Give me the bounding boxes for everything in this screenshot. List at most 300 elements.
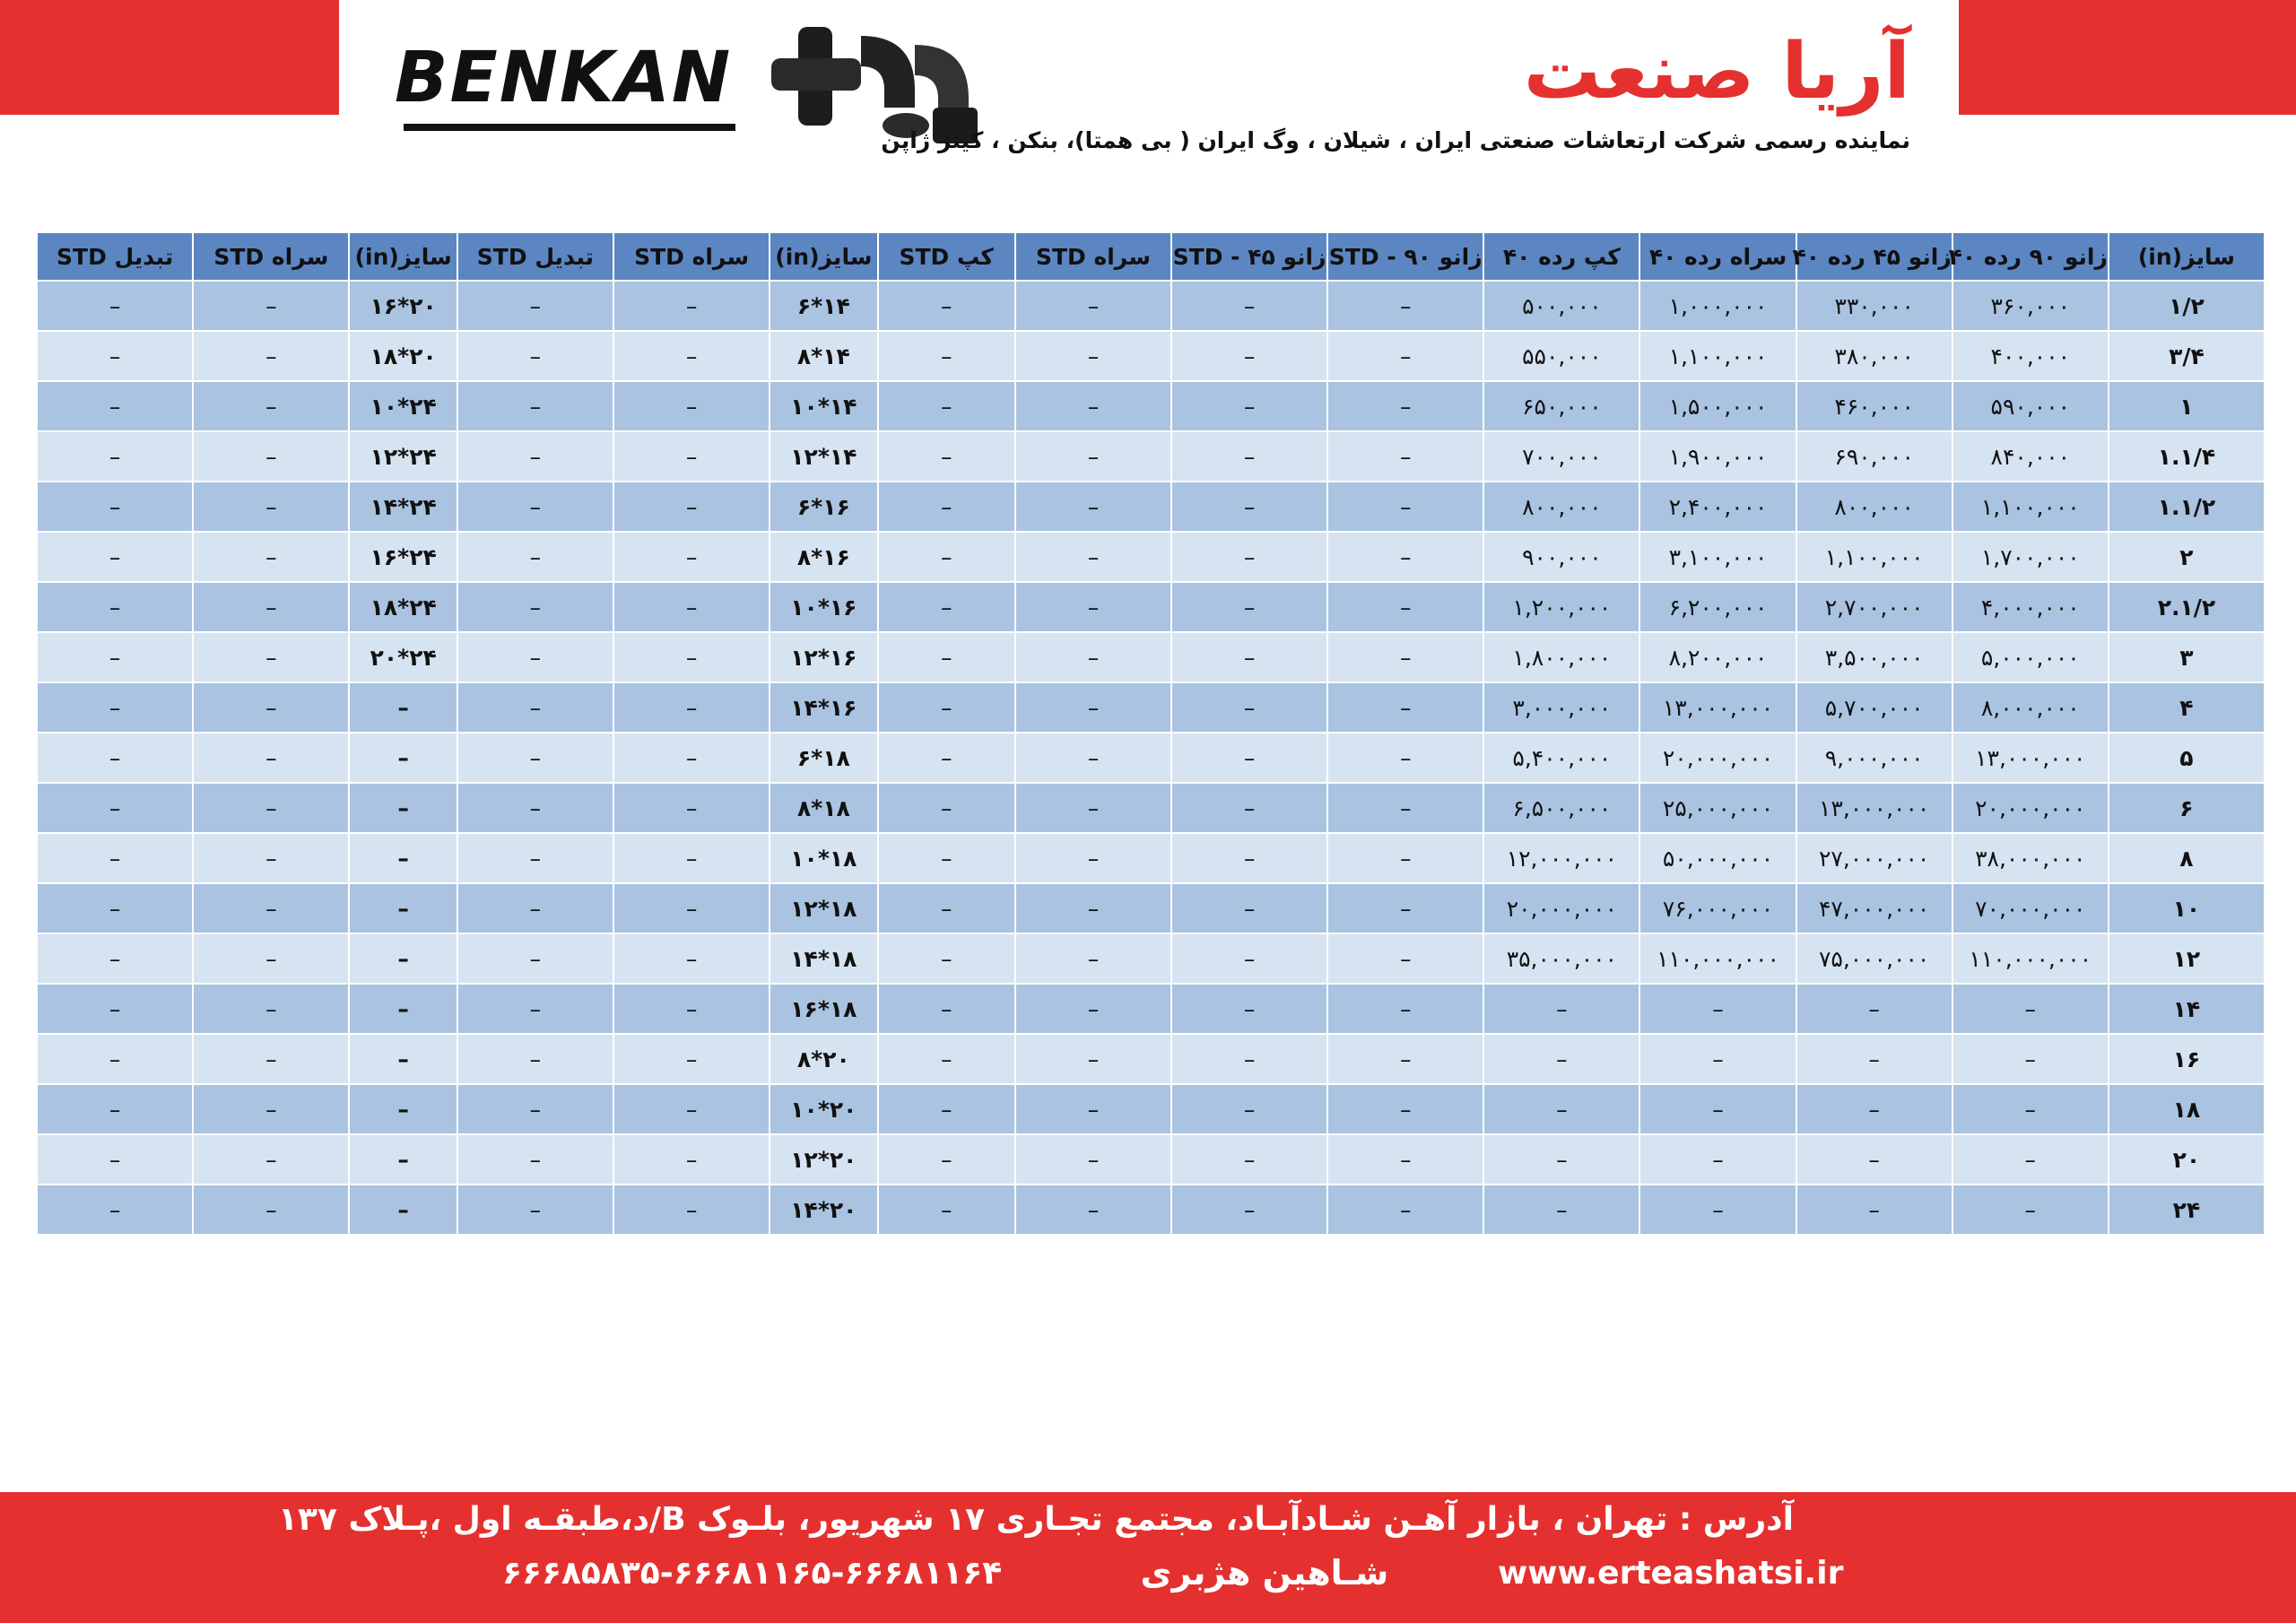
price-cell: – xyxy=(38,1035,192,1083)
price-cell: ۶۹۰,۰۰۰ xyxy=(1797,432,1952,481)
price-cell: – xyxy=(1328,432,1483,481)
price-cell: – xyxy=(38,432,192,481)
size-cell: ۱۸*۶ xyxy=(770,733,876,782)
table-row xyxy=(38,934,2264,983)
price-cell: – xyxy=(614,784,769,832)
price-cell: – xyxy=(614,733,769,782)
price-cell: – xyxy=(1172,432,1326,481)
size-cell: ۸ xyxy=(2109,834,2264,882)
price-cell: – xyxy=(1640,985,1795,1033)
price-cell: – xyxy=(1016,382,1170,430)
price-cell: – xyxy=(194,633,348,681)
price-cell: – xyxy=(458,382,613,430)
price-cell: – xyxy=(1328,985,1483,1033)
size-cell: ۲۰*۱۶ xyxy=(350,282,456,330)
size-cell: ۱۴*۱۰ xyxy=(770,382,876,430)
price-cell: ۲,۷۰۰,۰۰۰ xyxy=(1797,583,1952,631)
table-body xyxy=(38,282,2264,1234)
size-cell: ۲۰*۱۰ xyxy=(770,1085,876,1133)
price-cell: – xyxy=(1797,1085,1952,1133)
price-cell: – xyxy=(1172,683,1326,732)
price-cell: – xyxy=(1328,482,1483,531)
price-cell: – xyxy=(38,1085,192,1133)
size-cell: ۳ xyxy=(2109,633,2264,681)
price-cell: – xyxy=(614,533,769,581)
price-table xyxy=(36,231,2266,1236)
price-cell: ۳۶۰,۰۰۰ xyxy=(1953,282,2108,330)
price-cell: – xyxy=(1328,683,1483,732)
price-cell: ۶,۲۰۰,۰۰۰ xyxy=(1640,583,1795,631)
price-cell: – xyxy=(458,985,613,1033)
column-header: سایز(in) xyxy=(2109,233,2264,280)
price-cell: ۵۰۰,۰۰۰ xyxy=(1484,282,1639,330)
price-cell: – xyxy=(458,834,613,882)
price-cell: – xyxy=(194,884,348,933)
price-cell: ۷۰,۰۰۰,۰۰۰ xyxy=(1953,884,2108,933)
column-header: زانو ۹۰ - STD xyxy=(1328,233,1483,280)
price-cell: – xyxy=(1484,1185,1639,1234)
price-cell: – xyxy=(879,583,1014,631)
size-cell: – xyxy=(350,934,456,983)
price-cell: – xyxy=(614,583,769,631)
price-cell: ۶۵۰,۰۰۰ xyxy=(1484,382,1639,430)
price-cell: – xyxy=(194,382,348,430)
price-cell: ۴۰۰,۰۰۰ xyxy=(1953,332,2108,380)
price-cell: ۲۷,۰۰۰,۰۰۰ xyxy=(1797,834,1952,882)
price-cell: – xyxy=(1640,1185,1795,1234)
price-cell: ۱,۱۰۰,۰۰۰ xyxy=(1797,533,1952,581)
price-cell: – xyxy=(879,482,1014,531)
size-cell: ۳/۴ xyxy=(2109,332,2264,380)
price-cell: ۹,۰۰۰,۰۰۰ xyxy=(1797,733,1952,782)
size-cell: ۱۸ xyxy=(2109,1085,2264,1133)
price-cell: – xyxy=(1016,733,1170,782)
price-cell: – xyxy=(194,1035,348,1083)
price-cell: ۱,۸۰۰,۰۰۰ xyxy=(1484,633,1639,681)
price-cell: – xyxy=(458,934,613,983)
price-cell: – xyxy=(1016,482,1170,531)
price-cell: – xyxy=(458,733,613,782)
price-cell: – xyxy=(458,583,613,631)
price-cell: ۵,۷۰۰,۰۰۰ xyxy=(1797,683,1952,732)
column-header: سراه STD xyxy=(194,233,348,280)
price-cell: – xyxy=(879,1135,1014,1184)
table-row xyxy=(38,683,2264,732)
price-cell: – xyxy=(1016,1085,1170,1133)
price-cell: – xyxy=(458,1135,613,1184)
price-cell: – xyxy=(1172,934,1326,983)
size-cell: ۲ xyxy=(2109,533,2264,581)
price-cell: ۳۸۰,۰۰۰ xyxy=(1797,332,1952,380)
price-cell: – xyxy=(458,683,613,732)
column-header: زانو ۴۵ رده ۴۰ xyxy=(1797,233,1952,280)
price-cell: – xyxy=(458,633,613,681)
size-cell: – xyxy=(350,733,456,782)
price-cell: – xyxy=(1328,934,1483,983)
price-cell: ۸,۲۰۰,۰۰۰ xyxy=(1640,633,1795,681)
price-cell: – xyxy=(1328,884,1483,933)
price-cell: ۸۰۰,۰۰۰ xyxy=(1797,482,1952,531)
size-cell: ۱۰ xyxy=(2109,884,2264,933)
price-cell: – xyxy=(1328,633,1483,681)
size-cell: – xyxy=(350,784,456,832)
price-cell: – xyxy=(194,432,348,481)
price-cell: – xyxy=(1640,1035,1795,1083)
size-cell: ۲۴*۱۴ xyxy=(350,482,456,531)
price-cell: – xyxy=(1172,1185,1326,1234)
size-cell: ۲۰ xyxy=(2109,1135,2264,1184)
price-cell: – xyxy=(458,1185,613,1234)
price-cell: – xyxy=(1016,533,1170,581)
price-cell: – xyxy=(1797,1185,1952,1234)
price-cell: – xyxy=(1328,834,1483,882)
table-row xyxy=(38,282,2264,330)
price-cell: – xyxy=(614,1035,769,1083)
size-cell: ۲.۱/۲ xyxy=(2109,583,2264,631)
price-cell: – xyxy=(1484,1135,1639,1184)
tee-branch-shape xyxy=(771,58,861,91)
price-cell: – xyxy=(1328,784,1483,832)
price-cell: – xyxy=(1016,834,1170,882)
price-cell: – xyxy=(614,834,769,882)
price-cell: – xyxy=(194,784,348,832)
price-cell: – xyxy=(1328,282,1483,330)
price-cell: – xyxy=(1328,332,1483,380)
price-cell: ۵۰,۰۰۰,۰۰۰ xyxy=(1640,834,1795,882)
price-cell: ۶,۵۰۰,۰۰۰ xyxy=(1484,784,1639,832)
price-cell: – xyxy=(38,733,192,782)
price-cell: – xyxy=(879,1035,1014,1083)
size-cell: ۱۶ xyxy=(2109,1035,2264,1083)
size-cell: – xyxy=(350,985,456,1033)
price-cell: – xyxy=(1016,934,1170,983)
column-header: سایز(in) xyxy=(770,233,876,280)
price-cell: – xyxy=(1172,884,1326,933)
price-cell: – xyxy=(879,533,1014,581)
price-cell: – xyxy=(614,432,769,481)
column-header: زانو ۹۰ رده ۴۰ xyxy=(1953,233,2108,280)
price-cell: – xyxy=(1953,1085,2108,1133)
size-cell: ۲۰*۸ xyxy=(770,1035,876,1083)
table-row xyxy=(38,1085,2264,1133)
price-cell: – xyxy=(614,482,769,531)
price-cell: – xyxy=(38,834,192,882)
price-cell: – xyxy=(1016,985,1170,1033)
price-cell: – xyxy=(614,683,769,732)
price-cell: – xyxy=(879,934,1014,983)
table-row xyxy=(38,432,2264,481)
price-cell: ۵۹۰,۰۰۰ xyxy=(1953,382,2108,430)
price-cell: – xyxy=(194,683,348,732)
price-cell: – xyxy=(879,633,1014,681)
price-cell: – xyxy=(1484,1035,1639,1083)
table-row xyxy=(38,583,2264,631)
price-cell: – xyxy=(1328,1185,1483,1234)
price-cell: ۲۰,۰۰۰,۰۰۰ xyxy=(1640,733,1795,782)
size-cell: ۱۶*۶ xyxy=(770,482,876,531)
footer-phone-numbers: ۶۶۶۸۵۸۳۵-۶۶۶۸۱۱۶۵-۶۶۶۸۱۱۶۴ xyxy=(502,1555,1003,1592)
price-cell: – xyxy=(1797,1035,1952,1083)
price-cell: – xyxy=(1172,834,1326,882)
price-cell: ۳۵,۰۰۰,۰۰۰ xyxy=(1484,934,1639,983)
price-cell: ۷۶,۰۰۰,۰۰۰ xyxy=(1640,884,1795,933)
price-cell: – xyxy=(38,683,192,732)
price-cell: – xyxy=(38,583,192,631)
price-cell: – xyxy=(38,985,192,1033)
size-cell: – xyxy=(350,683,456,732)
price-cell: – xyxy=(38,633,192,681)
price-cell: ۱,۱۰۰,۰۰۰ xyxy=(1640,332,1795,380)
price-cell: ۸۰۰,۰۰۰ xyxy=(1484,482,1639,531)
size-cell: ۱۸*۱۲ xyxy=(770,884,876,933)
price-cell: – xyxy=(194,583,348,631)
price-cell: – xyxy=(879,784,1014,832)
size-cell: ۱۶*۸ xyxy=(770,533,876,581)
size-cell: – xyxy=(350,1135,456,1184)
column-header: تبدیل STD xyxy=(458,233,613,280)
price-cell: – xyxy=(1172,733,1326,782)
footer-website-link[interactable]: www.erteashatsi.ir xyxy=(1498,1555,1844,1592)
price-cell: – xyxy=(614,282,769,330)
price-cell: – xyxy=(879,1085,1014,1133)
price-cell: ۴۷,۰۰۰,۰۰۰ xyxy=(1797,884,1952,933)
price-cell: ۱,۱۰۰,۰۰۰ xyxy=(1953,482,2108,531)
price-cell: – xyxy=(194,1135,348,1184)
price-cell: – xyxy=(1172,583,1326,631)
price-cell: ۳۳۰,۰۰۰ xyxy=(1797,282,1952,330)
size-cell: ۲۰*۱۴ xyxy=(770,1185,876,1234)
price-cell: – xyxy=(614,884,769,933)
price-cell: ۴۶۰,۰۰۰ xyxy=(1797,382,1952,430)
price-cell: ۱,۲۰۰,۰۰۰ xyxy=(1484,583,1639,631)
price-cell: – xyxy=(194,1085,348,1133)
price-cell: – xyxy=(458,282,613,330)
price-cell: – xyxy=(38,1135,192,1184)
footer-contact-person: شـاهین هژبری xyxy=(1140,1553,1389,1593)
price-cell: ۷۵,۰۰۰,۰۰۰ xyxy=(1797,934,1952,983)
price-cell: ۸,۰۰۰,۰۰۰ xyxy=(1953,683,2108,732)
price-cell: ۱,۵۰۰,۰۰۰ xyxy=(1640,382,1795,430)
table-row xyxy=(38,884,2264,933)
column-header: سایز(in) xyxy=(350,233,456,280)
size-cell: ۱.۱/۴ xyxy=(2109,432,2264,481)
price-cell: – xyxy=(879,382,1014,430)
price-cell: – xyxy=(1328,1035,1483,1083)
price-cell: ۱,۹۰۰,۰۰۰ xyxy=(1640,432,1795,481)
price-cell: – xyxy=(194,1185,348,1234)
column-header: سراه رده ۴۰ xyxy=(1640,233,1795,280)
price-cell: ۱۱۰,۰۰۰,۰۰۰ xyxy=(1640,934,1795,983)
price-cell: – xyxy=(194,733,348,782)
price-cell: – xyxy=(1016,1185,1170,1234)
price-cell: – xyxy=(1016,1135,1170,1184)
price-cell: ۵۵۰,۰۰۰ xyxy=(1484,332,1639,380)
size-cell: – xyxy=(350,884,456,933)
price-cell: – xyxy=(1016,432,1170,481)
price-cell: – xyxy=(458,1085,613,1133)
price-cell: – xyxy=(38,934,192,983)
price-cell: – xyxy=(1172,784,1326,832)
price-cell: – xyxy=(38,884,192,933)
table-row xyxy=(38,482,2264,531)
price-cell: – xyxy=(38,533,192,581)
price-cell: – xyxy=(1172,1135,1326,1184)
table-row xyxy=(38,382,2264,430)
price-cell: – xyxy=(458,432,613,481)
size-cell: ۵ xyxy=(2109,733,2264,782)
table-row xyxy=(38,784,2264,832)
price-cell: – xyxy=(1484,985,1639,1033)
size-cell: ۱۶*۱۲ xyxy=(770,633,876,681)
table-row xyxy=(38,733,2264,782)
price-cell: – xyxy=(879,884,1014,933)
size-cell: ۱.۱/۲ xyxy=(2109,482,2264,531)
price-cell: – xyxy=(1172,633,1326,681)
column-header: تبدیل STD xyxy=(38,233,192,280)
price-cell: – xyxy=(1172,533,1326,581)
price-cell: ۲,۴۰۰,۰۰۰ xyxy=(1640,482,1795,531)
price-cell: – xyxy=(614,332,769,380)
price-cell: – xyxy=(1797,985,1952,1033)
price-cell: ۷۰۰,۰۰۰ xyxy=(1484,432,1639,481)
price-cell: – xyxy=(879,985,1014,1033)
size-cell: ۱۴ xyxy=(2109,985,2264,1033)
price-cell: ۹۰۰,۰۰۰ xyxy=(1484,533,1639,581)
size-cell: ۴ xyxy=(2109,683,2264,732)
price-cell: – xyxy=(1016,332,1170,380)
size-cell: ۱۸*۸ xyxy=(770,784,876,832)
price-cell: ۱۳,۰۰۰,۰۰۰ xyxy=(1797,784,1952,832)
price-cell: – xyxy=(194,282,348,330)
size-cell: ۱۶*۱۰ xyxy=(770,583,876,631)
benkan-logo xyxy=(395,38,753,136)
size-cell: – xyxy=(350,1085,456,1133)
price-cell: – xyxy=(38,1185,192,1234)
price-cell: – xyxy=(458,1035,613,1083)
elbow-fitting-shape xyxy=(861,36,915,108)
size-cell: ۱ xyxy=(2109,382,2264,430)
size-cell: ۱۸*۱۰ xyxy=(770,834,876,882)
size-cell: ۱۴*۸ xyxy=(770,332,876,380)
table-row xyxy=(38,533,2264,581)
price-cell: ۸۴۰,۰۰۰ xyxy=(1953,432,2108,481)
price-cell: – xyxy=(38,282,192,330)
size-cell: ۲۴*۱۶ xyxy=(350,533,456,581)
elbow-fitting-2-shape xyxy=(915,45,969,117)
price-cell: – xyxy=(1640,1085,1795,1133)
price-cell: – xyxy=(194,834,348,882)
price-cell: – xyxy=(1172,282,1326,330)
price-cell: ۱,۷۰۰,۰۰۰ xyxy=(1953,533,2108,581)
price-cell: ۳۸,۰۰۰,۰۰۰ xyxy=(1953,834,2108,882)
price-cell: ۴,۰۰۰,۰۰۰ xyxy=(1953,583,2108,631)
price-cell: – xyxy=(1016,633,1170,681)
price-cell: – xyxy=(1797,1135,1952,1184)
price-cell: – xyxy=(1953,1135,2108,1184)
price-cell: ۱۳,۰۰۰,۰۰۰ xyxy=(1640,683,1795,732)
price-cell: – xyxy=(879,733,1014,782)
price-cell: – xyxy=(38,382,192,430)
price-cell: – xyxy=(458,332,613,380)
price-cell: ۱۱۰,۰۰۰,۰۰۰ xyxy=(1953,934,2108,983)
price-cell: – xyxy=(1484,1085,1639,1133)
footer xyxy=(0,1492,2296,1623)
price-cell: ۱۲,۰۰۰,۰۰۰ xyxy=(1484,834,1639,882)
price-cell: – xyxy=(1016,1035,1170,1083)
size-cell: ۲۴ xyxy=(2109,1185,2264,1234)
price-cell: – xyxy=(879,1185,1014,1234)
price-cell: – xyxy=(1953,1185,2108,1234)
price-cell: ۳,۰۰۰,۰۰۰ xyxy=(1484,683,1639,732)
price-cell: – xyxy=(614,985,769,1033)
size-cell: – xyxy=(350,834,456,882)
price-cell: – xyxy=(614,633,769,681)
price-cell: – xyxy=(879,432,1014,481)
price-cell: – xyxy=(614,934,769,983)
price-cell: – xyxy=(38,482,192,531)
table-row xyxy=(38,633,2264,681)
price-cell: – xyxy=(1328,1085,1483,1133)
size-cell: – xyxy=(350,1185,456,1234)
price-cell: – xyxy=(194,482,348,531)
price-cell: – xyxy=(1016,282,1170,330)
size-cell: ۱۴*۶ xyxy=(770,282,876,330)
price-cell: ۱,۰۰۰,۰۰۰ xyxy=(1640,282,1795,330)
price-cell: – xyxy=(194,332,348,380)
price-cell: – xyxy=(614,1085,769,1133)
column-header: کپ رده ۴۰ xyxy=(1484,233,1639,280)
price-cell: – xyxy=(1172,1085,1326,1133)
size-cell: ۱۴*۱۲ xyxy=(770,432,876,481)
company-subtitle: نماینده رسمی شرکت ارتعاشات صنعتی ایران ، شیلان ، وگ ایران ( بی همتا)، بنکن ، کیتز ژاپن xyxy=(881,127,1910,153)
price-cell: – xyxy=(1172,482,1326,531)
price-cell: – xyxy=(1172,1035,1326,1083)
price-cell: – xyxy=(1328,1135,1483,1184)
price-cell: – xyxy=(458,784,613,832)
price-cell: – xyxy=(1172,332,1326,380)
table-row xyxy=(38,332,2264,380)
price-cell: ۳,۵۰۰,۰۰۰ xyxy=(1797,633,1952,681)
table-row xyxy=(38,1035,2264,1083)
price-cell: – xyxy=(879,332,1014,380)
table-header-row xyxy=(38,233,2264,280)
price-cell: – xyxy=(38,332,192,380)
price-cell: – xyxy=(1953,985,2108,1033)
size-cell: ۲۴*۲۰ xyxy=(350,633,456,681)
price-cell: – xyxy=(1172,382,1326,430)
price-cell: – xyxy=(614,1135,769,1184)
table-row xyxy=(38,985,2264,1033)
price-cell: – xyxy=(458,482,613,531)
price-cell: – xyxy=(194,934,348,983)
price-cell: – xyxy=(1016,784,1170,832)
price-cell: ۵,۰۰۰,۰۰۰ xyxy=(1953,633,2108,681)
size-cell: ۱۸*۱۴ xyxy=(770,934,876,983)
size-cell: ۱۸*۱۶ xyxy=(770,985,876,1033)
price-cell: ۲۵,۰۰۰,۰۰۰ xyxy=(1640,784,1795,832)
price-cell: ۲۰,۰۰۰,۰۰۰ xyxy=(1953,784,2108,832)
price-cell: – xyxy=(458,533,613,581)
price-cell: – xyxy=(1328,382,1483,430)
price-cell: ۵,۴۰۰,۰۰۰ xyxy=(1484,733,1639,782)
size-cell: ۲۴*۱۰ xyxy=(350,382,456,430)
price-cell: – xyxy=(614,382,769,430)
size-cell: ۲۴*۱۲ xyxy=(350,432,456,481)
table-row xyxy=(38,834,2264,882)
price-cell: ۲۰,۰۰۰,۰۰۰ xyxy=(1484,884,1639,933)
size-cell: ۲۰*۱۲ xyxy=(770,1135,876,1184)
price-cell: – xyxy=(1016,583,1170,631)
